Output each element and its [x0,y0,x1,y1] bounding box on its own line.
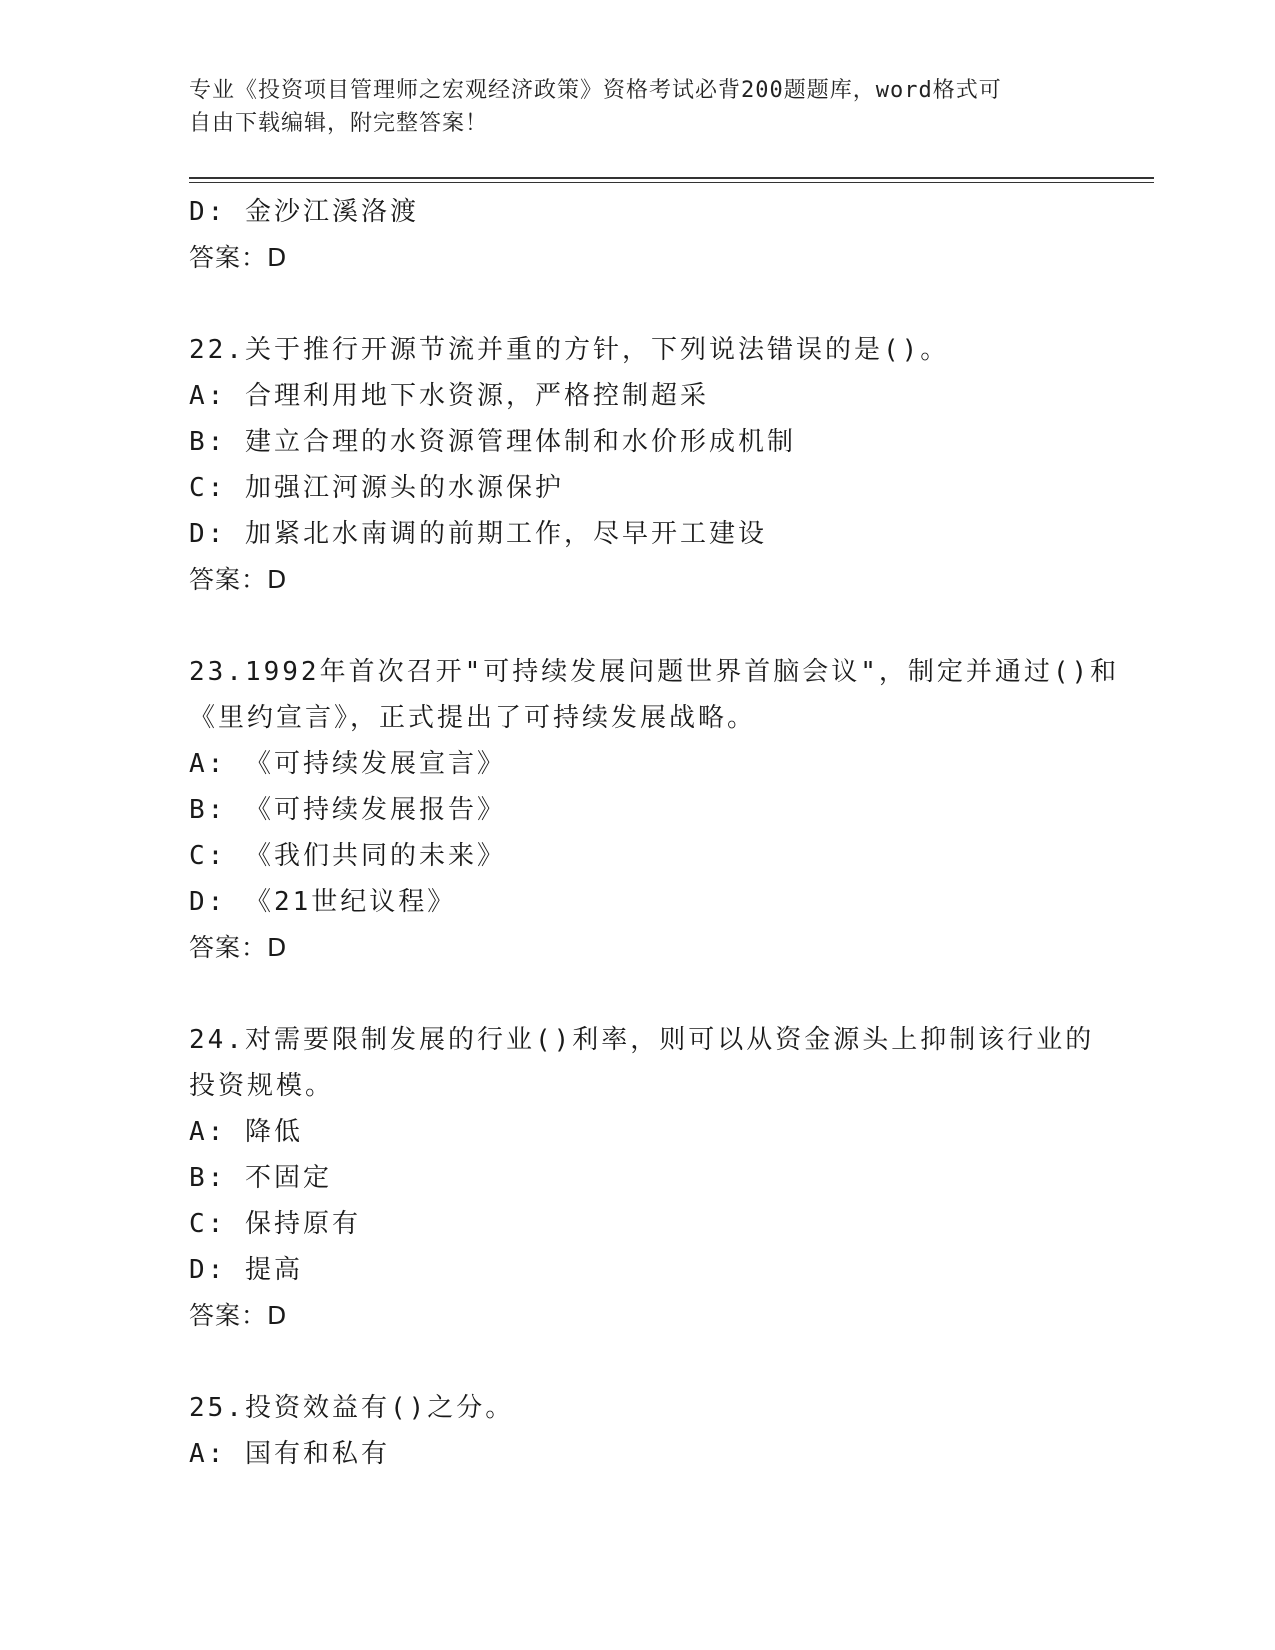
option-c: C: 《我们共同的未来》 [189,841,506,871]
question-stem-continued: 投资规模。 [189,1071,335,1101]
question-stem: 24.对需要限制发展的行业()利率，则可以从资金源头上抑制该行业的 [189,1025,1095,1055]
option-d: D: 加紧北水南调的前期工作，尽早开工建设 [189,519,767,549]
answer-line: 答案：D [189,565,288,594]
question-stem: 25.投资效益有()之分。 [189,1393,515,1423]
option-c: C: 保持原有 [189,1209,361,1239]
question-24 [189,1017,1095,1339]
question-25 [189,1385,1079,1477]
question-stem-continued: 《里约宣言》，正式提出了可持续发展战略。 [189,703,757,733]
header-rule-thin [189,182,1154,183]
answer-line: 答案：D [189,933,288,962]
option-d: D: 《21世纪议程》 [189,887,457,917]
question-stem: 22.关于推行开源节流并重的方针，下列说法错误的是()。 [189,335,950,365]
question-stem: 23.1992年首次召开"可持续发展问题世界首脑会议"，制定并通过()和 [189,657,1120,687]
option-a: A: 国有和私有 [189,1439,390,1469]
question-fragment [189,189,1079,281]
document-body [189,189,1120,1477]
option-a: A: 降低 [189,1117,303,1147]
option-a: A: 《可持续发展宣言》 [189,749,506,779]
document-header [189,74,1069,140]
option-c: C: 加强江河源头的水源保护 [189,473,564,503]
option-b: B: 不固定 [189,1163,332,1193]
header-rule-thick [189,177,1154,179]
question-22 [189,327,1079,603]
option-b: B: 《可持续发展报告》 [189,795,506,825]
option-d: D: 提高 [189,1255,303,1285]
header-line-2: 自由下载编辑，附完整答案！ [189,111,489,136]
header-line-1: 专业《投资项目管理师之宏观经济政策》资格考试必背200题题库，word格式可 [189,78,1002,103]
option-b: B: 建立合理的水资源管理体制和水价形成机制 [189,427,796,457]
option-a: A: 合理利用地下水资源，严格控制超采 [189,381,709,411]
answer-line: 答案：D [189,243,288,272]
option-d: D: 金沙江溪洛渡 [189,197,419,227]
question-23 [189,649,1120,971]
answer-line: 答案：D [189,1301,288,1330]
